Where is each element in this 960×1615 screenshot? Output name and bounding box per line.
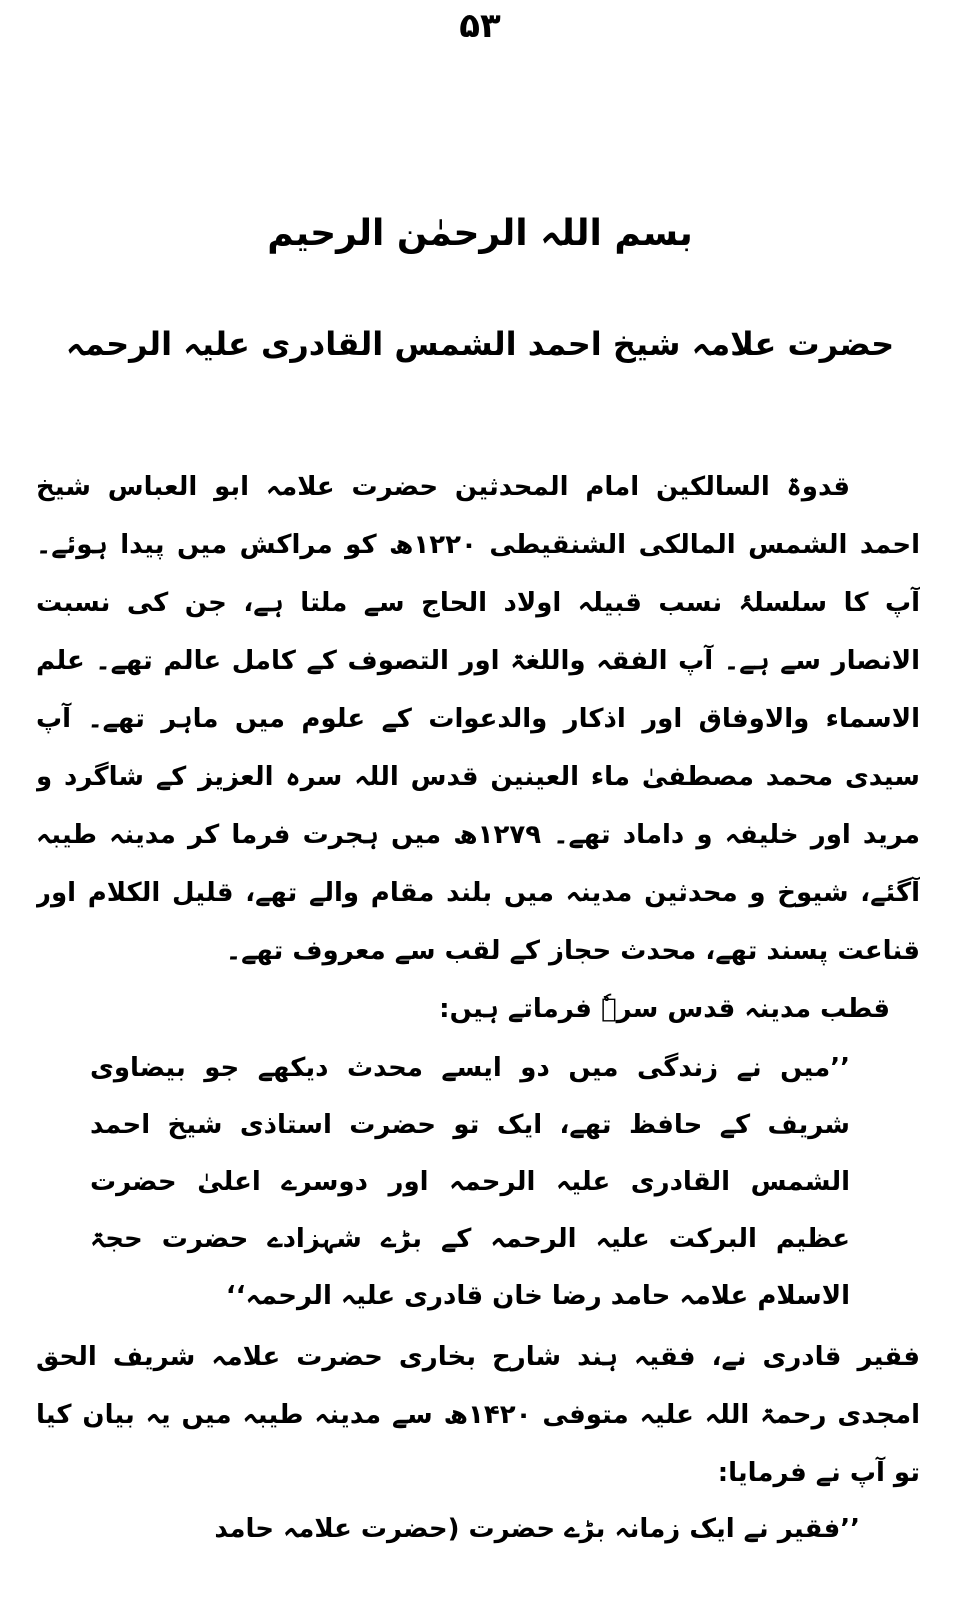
- section-heading: حضرت علامہ شیخ احمد الشمس القادری علیہ الرحمہ: [65, 325, 895, 363]
- quote-intro-line: قطب مدینہ قدس سرہٗ فرماتے ہیں:: [439, 994, 890, 1024]
- basmala-line: بسم اللہ الرحمٰن الرحیم: [267, 213, 693, 254]
- biography-paragraph: قدوۃ السالکین امام المحدثین حضرت علامہ ابو العباس شیخ احمد الشمس المالکی الشنقیطی ۱۲۲۰ھ کو مراکش میں پیدا ہوئے۔ آپ کا سلسلۂ نسب قبیلہ اولاد الحاج سے ملتا ہے، جن کی نسبت الانصار سے ہے۔ آپ الفقہ واللغۃ اور التصوف کے کامل عالم تھے۔ علم الاسماء والاوفاق اور اذکار والدعوات کے علوم میں ماہر تھے۔ آپ سیدی محمد مصطفیٰ ماء العینین قدس اللہ سرہ العزیز کے شاگرد و مرید اور خلیفہ و داماد تھے۔ ۱۲۷۹ھ میں ہجرت فرما کر مدینہ طیبہ آگئے، شیوخ و محدثین مدینہ میں بلند مقام والے تھے، قلیل الکلام اور قناعت پسند تھے، محدث حجاز کے لقب سے معروف تھے۔: [36, 472, 920, 966]
- block-quote: ’’میں نے زندگی میں دو ایسے محدث دیکھے جو بیضاوی شریف کے حافظ تھے، ایک تو حضرت استاذی شیخ احمد الشمس القادری علیہ الرحمہ اور دوسرے اعلیٰ حضرت عظیم البرکت علیہ الرحمہ کے بڑے شہزادے حضرت حجۃ الاسلام علامہ حامد رضا خان قادری علیہ الرحمہ‘‘: [90, 1053, 850, 1311]
- narration-paragraph: فقیر قادری نے، فقیہ ہند شارح بخاری حضرت علامہ شریف الحق امجدی رحمۃ اللہ علیہ متوفی ۱۴۲۰ھ سے مدینہ طیبہ میں یہ بیان کیا تو آپ نے فرمایا:: [36, 1342, 920, 1488]
- page-number: ۵۳: [459, 6, 501, 46]
- second-quote-opening: ’’فقیر نے ایک زمانہ بڑے حضرت (حضرت علامہ حامد: [214, 1514, 860, 1544]
